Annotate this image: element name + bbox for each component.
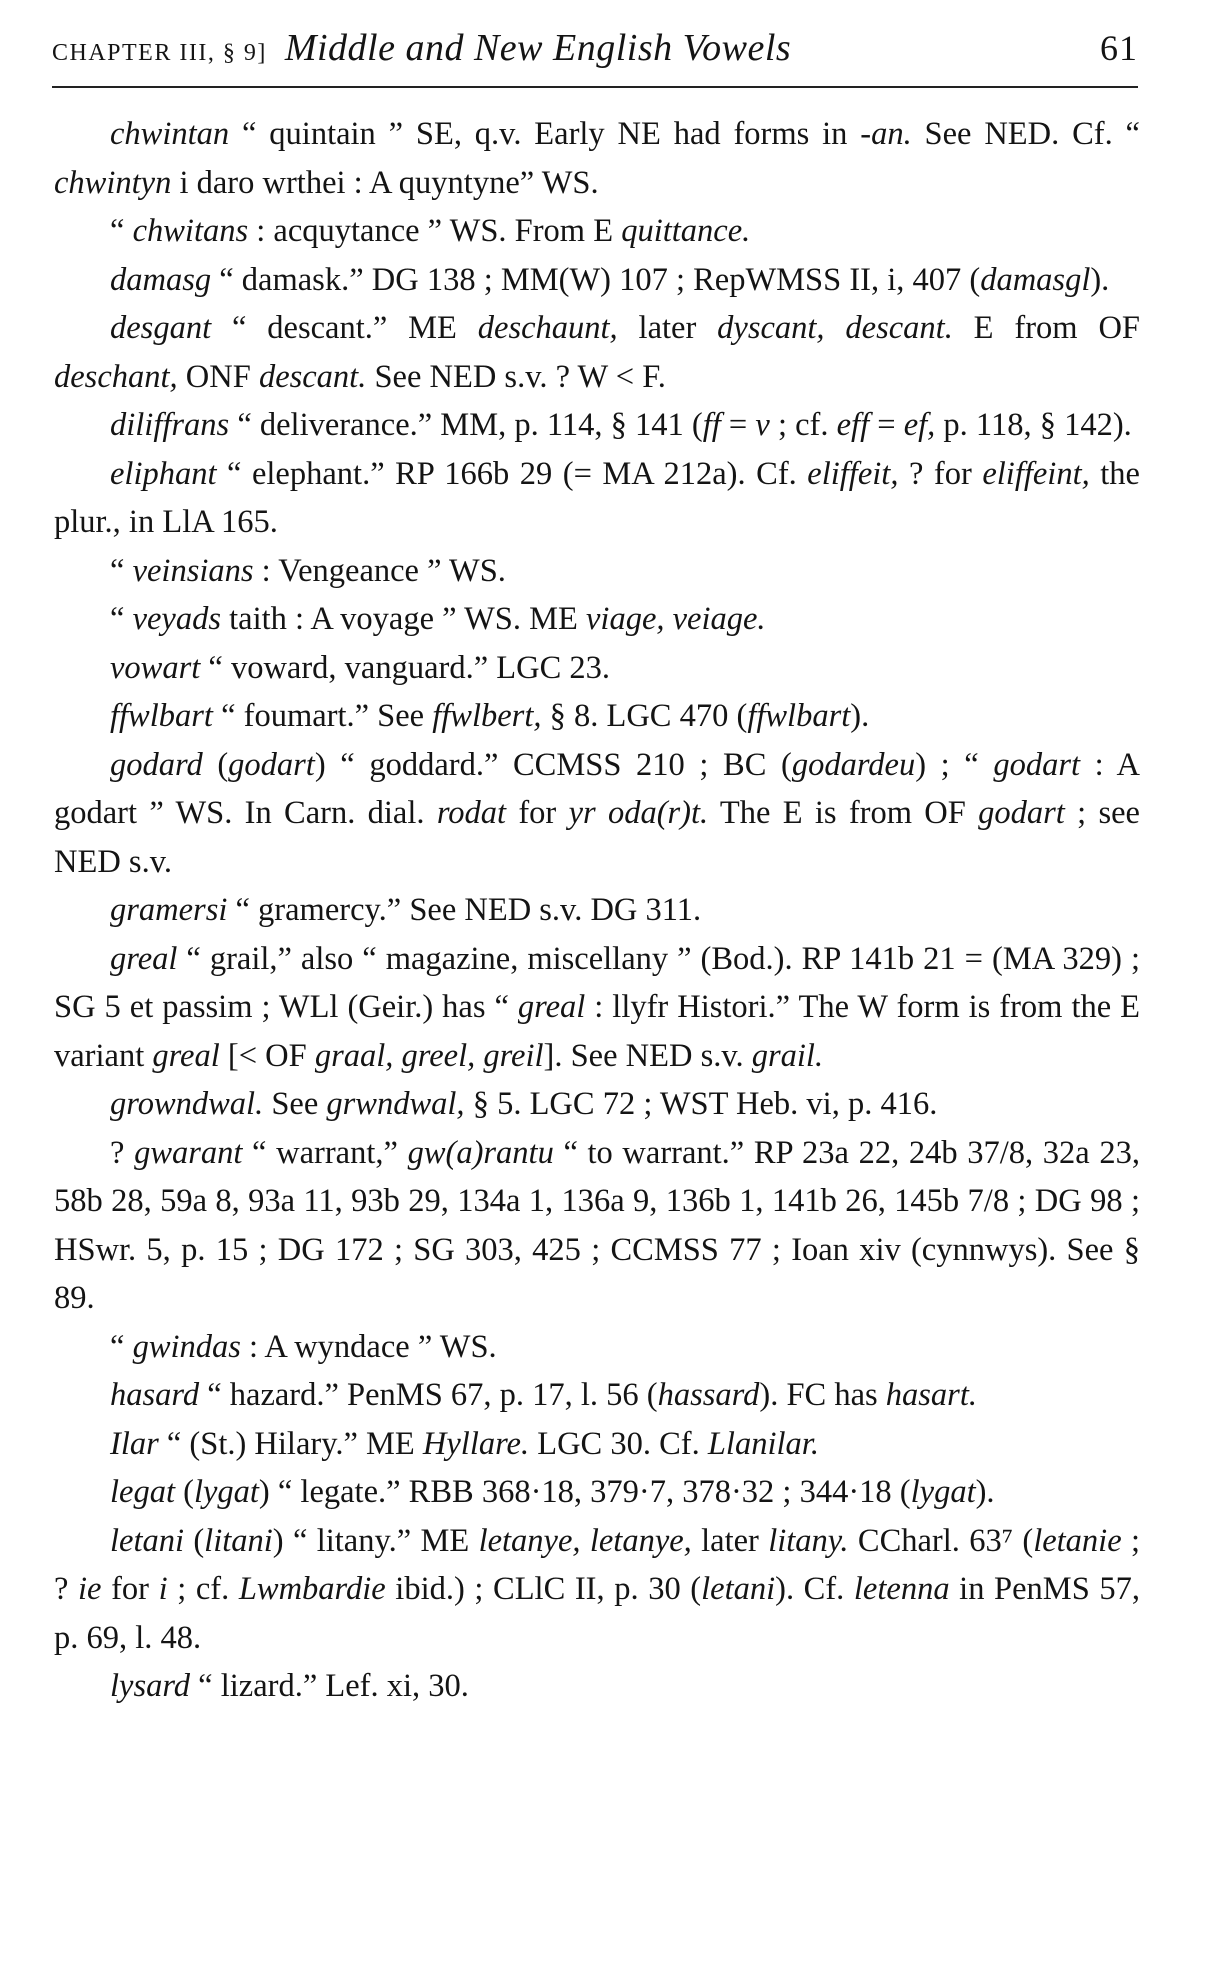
roman-text: for [506, 795, 569, 831]
roman-text: ( [174, 1474, 194, 1510]
roman-text: “ elephant.” RP 166b 29 (= MA 212a). Cf. [216, 455, 808, 492]
glossary-entry [54, 644, 1140, 693]
glossary-entry [54, 935, 1140, 1081]
header-rule [52, 86, 1138, 88]
roman-text: ) ; “ [915, 746, 994, 783]
roman-text: ; see NED s.v. [54, 795, 1140, 880]
roman-text: : A godart ” WS. In Carn. dial. [54, 746, 1140, 831]
italic-text: Ilar [110, 1425, 159, 1462]
italic-text: godart [978, 795, 1065, 831]
roman-text: : llyfr Histori.” The W form is from the E variant [54, 989, 1140, 1074]
roman-text: LGC 30. Cf. [529, 1425, 708, 1462]
glossary-entry [54, 1371, 1140, 1420]
roman-text: “ grail,” also “ magazine, miscellany ” (Bod.). RP 141b 21 = (MA 329) ; SG 5 et passim ; WLl (Geir.) has “ [54, 940, 1140, 1025]
roman-text: See NED s.v. ? W < F. [366, 358, 666, 395]
italic-text: ff [702, 407, 721, 443]
italic-text: godardeu [791, 746, 916, 783]
italic-text: damasgl [980, 261, 1091, 298]
roman-text: ). [975, 1474, 995, 1510]
italic-text: Hyllare. [422, 1425, 530, 1462]
roman-text: ( [202, 746, 229, 783]
roman-text: “ damask.” DG 138 ; MM(W) 107 ; RepWMSS II, i, 407 ( [211, 261, 981, 298]
italic-text: eliffeit, [807, 455, 899, 492]
roman-text: “ descant.” ME [211, 310, 478, 346]
italic-text: greal [517, 989, 586, 1025]
roman-text: : A wyndace ” WS. [240, 1328, 497, 1365]
roman-text: ). [1090, 261, 1110, 298]
italic-text: v [755, 407, 770, 443]
italic-text: gramersi [110, 892, 228, 928]
running-header [52, 16, 1138, 80]
italic-text: -an. [860, 116, 912, 152]
italic-text: viage, veiage. [586, 601, 766, 637]
roman-text: ). FC has [759, 1377, 886, 1413]
italic-text: greal [152, 1037, 220, 1074]
glossary-entry [54, 1080, 1140, 1129]
italic-text: eff [836, 407, 870, 443]
italic-text: letani [110, 1522, 185, 1559]
glossary-entry [54, 207, 1140, 256]
roman-text: “ to warrant.” RP 23a 22, 24b 37/8, 32a 23, 58b 28, 59a 8, 93a 11, 93b 29, 134a 1, 136a 9, 136b 1, 141b 26, 145b 7/8 ; DG 98 ; HSwr. 5, p. 15 ; DG 172 ; SG 303, 425 ; CCMSS 77 ; Ioan xiv (cynnwys). See § 89. [54, 1134, 1140, 1316]
roman-text: “ quintain ” SE, q.v. Early NE had forms in [229, 116, 861, 152]
italic-text: ffwlbart [110, 698, 213, 734]
italic-text: vowart [110, 649, 201, 686]
glossary-entry [54, 1468, 1140, 1517]
italic-text: lygat [910, 1474, 976, 1510]
glossary-entry [54, 1662, 1140, 1711]
glossary-entry [54, 741, 1140, 887]
italic-text: veyads [132, 601, 221, 637]
roman-text: CCharl. 63⁷ ( [848, 1522, 1034, 1559]
italic-text: veinsians [132, 552, 254, 589]
roman-text: “ foumart.” See [212, 698, 433, 734]
italic-text: litany. [768, 1522, 849, 1559]
roman-text: ONF [177, 358, 259, 395]
italic-text: godard [110, 746, 203, 783]
roman-text: ) “ goddard.” CCMSS 210 ; BC ( [314, 746, 792, 783]
italic-text: ie [78, 1571, 102, 1607]
italic-text: descant. [258, 358, 367, 395]
glossary-entry [54, 1517, 1140, 1663]
italic-text: hasard [110, 1377, 200, 1413]
italic-text: chwitans [132, 213, 249, 249]
italic-text: gw(a)rantu [407, 1134, 554, 1171]
glossary-body [54, 110, 1140, 1711]
roman-text: “ (St.) Hilary.” ME [158, 1425, 423, 1462]
italic-text: letanye, letanye, [478, 1522, 692, 1559]
italic-text: lysard [110, 1668, 191, 1704]
roman-text: = [720, 407, 756, 443]
italic-text: legat [110, 1474, 175, 1510]
italic-text: hasart. [885, 1377, 977, 1413]
glossary-entry [54, 692, 1140, 741]
glossary-entry [54, 886, 1140, 935]
italic-text: quittance. [621, 213, 751, 249]
italic-text: gwindas [132, 1328, 241, 1365]
italic-text: grwndwal, [326, 1086, 465, 1122]
roman-text: ; cf. [769, 407, 837, 443]
italic-text: ef, [903, 407, 936, 443]
italic-text: Lwmbardie [238, 1571, 386, 1607]
roman-text: E from OF [952, 310, 1140, 346]
roman-text: ). Cf. [775, 1571, 854, 1607]
italic-text: damasg [110, 261, 212, 298]
italic-text: letanie [1033, 1522, 1122, 1559]
italic-text: growndwal. [110, 1086, 264, 1122]
italic-text: hassard [657, 1377, 760, 1413]
glossary-entry [54, 304, 1140, 401]
glossary-entry [54, 401, 1140, 450]
roman-text: “ hazard.” PenMS 67, p. 17, l. 56 ( [199, 1377, 658, 1413]
italic-text: ffwlbert, [432, 698, 542, 734]
roman-text: § 5. LGC 72 ; WST Heb. vi, p. 416. [464, 1086, 938, 1122]
italic-text: deschant, [54, 358, 178, 395]
roman-text: ; cf. [167, 1571, 239, 1607]
roman-text: later [617, 310, 718, 346]
roman-text: “ [110, 552, 133, 589]
page-number: 61 [1100, 28, 1138, 68]
roman-text: : acquytance ” WS. From E [248, 213, 622, 249]
roman-text: ? [110, 1134, 135, 1171]
glossary-entry [54, 1420, 1140, 1469]
roman-text: taith : A voyage ” WS. ME [221, 601, 586, 637]
italic-text: dyscant, descant. [717, 310, 953, 346]
italic-text: lygat [193, 1474, 259, 1510]
roman-text: The E is from OF [708, 795, 979, 831]
italic-text: chwintyn [54, 164, 172, 201]
glossary-entry [54, 547, 1140, 596]
italic-text: yr oda(r)t. [568, 795, 709, 831]
italic-text: greal [110, 940, 178, 977]
roman-text: “ warrant,” [242, 1134, 408, 1171]
italic-text: godart [993, 746, 1081, 783]
italic-text: Llanilar. [707, 1425, 819, 1462]
roman-text: “ [110, 1328, 133, 1365]
roman-text: ? for [898, 455, 983, 492]
glossary-entry [54, 1323, 1140, 1372]
header-left [52, 26, 791, 70]
roman-text: i daro wrthei : A quyntyne” WS. [171, 164, 599, 201]
roman-text: for [101, 1571, 159, 1607]
roman-text: ]. See NED s.v. [543, 1037, 752, 1074]
roman-text: See [263, 1086, 327, 1122]
italic-text: letenna [853, 1571, 950, 1607]
roman-text: “ lizard.” Lef. xi, 30. [190, 1668, 469, 1704]
roman-text: in PenMS 57, p. 69, l. 48. [54, 1571, 1140, 1656]
italic-text: ffwlbart [747, 698, 851, 734]
italic-text: godart [228, 746, 315, 783]
roman-text: “ deliverance.” MM, p. 114, § 141 ( [229, 407, 703, 443]
roman-text: ) “ legate.” RBB 368·18, 379·7, 378·32 ; 344·18 ( [258, 1474, 911, 1510]
roman-text: ; ? [54, 1522, 1141, 1607]
roman-text: : Vengeance ” WS. [253, 552, 506, 589]
roman-text: ) “ litany.” ME [272, 1522, 479, 1559]
roman-text: “ [110, 213, 133, 249]
running-title: Middle and New English Vowels [284, 27, 792, 69]
roman-text: “ [110, 601, 133, 637]
roman-text: [< OF [219, 1037, 315, 1074]
italic-text: diliffrans [110, 407, 230, 443]
roman-text: the plur., in LlA 165. [54, 455, 1140, 540]
italic-text: chwintan [110, 116, 230, 152]
roman-text: p. 118, § 142). [935, 407, 1132, 443]
glossary-entry [54, 110, 1140, 207]
glossary-entry [54, 1129, 1140, 1323]
italic-text: graal, greel, greil [314, 1037, 544, 1074]
italic-text: deschaunt, [477, 310, 618, 346]
roman-text: ( [184, 1522, 205, 1559]
roman-text: later [691, 1522, 769, 1559]
italic-text: eliphant [110, 455, 217, 492]
italic-text: gwarant [134, 1134, 243, 1171]
roman-text: “ gramercy.” See NED s.v. DG 311. [227, 892, 702, 928]
roman-text: “ voward, vanguard.” LGC 23. [200, 649, 611, 686]
glossary-entry [54, 450, 1140, 547]
italic-text: litani [204, 1522, 273, 1559]
italic-text: rodat [436, 795, 507, 831]
roman-text: = [869, 407, 904, 443]
chapter-reference: CHAPTER III, § 9] [52, 40, 267, 66]
glossary-entry [54, 595, 1140, 644]
italic-text: desgant [110, 310, 212, 346]
roman-text: ). [850, 698, 870, 734]
glossary-entry [54, 256, 1140, 305]
roman-text: See NED. Cf. “ [911, 116, 1140, 152]
italic-text: grail. [751, 1037, 824, 1074]
roman-text: ibid.) ; CLlC II, p. 30 ( [385, 1571, 702, 1607]
italic-text: eliffeint, [982, 455, 1090, 492]
italic-text: i [158, 1571, 168, 1607]
roman-text: § 8. LGC 470 ( [541, 698, 748, 734]
italic-text: letani [701, 1571, 776, 1607]
